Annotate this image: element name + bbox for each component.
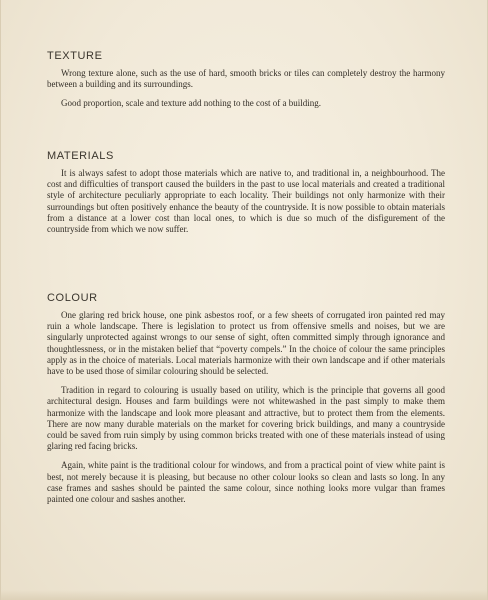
section-materials	[47, 150, 445, 243]
section-colour	[47, 292, 445, 513]
paragraph: One glaring red brick house, one pink asbestos roof, or a few sheets of corrugated iron painted red may ruin a whole landscape. There is legislation to protect us from offensive smells and noises, but we are singularly unprotected against wrongs to our sense of sight, often committed simply through ignorance and thoughtlessness, or in the mistaken belief that “poverty compels.” In the choice of colour the same principles apply as in the choice of materials. Local materials harmonize with their own landscape and if other materials have to be used those of similar colouring should be selected.	[47, 310, 445, 377]
section-texture	[47, 50, 445, 118]
section-heading: MATERIALS	[47, 150, 114, 162]
section-heading: TEXTURE	[47, 50, 103, 62]
paragraph: Tradition in regard to colouring is usually based on utility, which is the principle that governs all good architectural design. Houses and farm buildings were not whitewashed in the past simply to make them harmonize with the landscape and look more pleasant and attractive, but to protect them from the elements. There are now many durable materials on the market for covering brick buildings, and many a countryside could be saved from ruin simply by using common bricks treated with one of these materials instead of using glaring red facing bricks.	[47, 385, 445, 452]
paragraph: Again, white paint is the traditional colour for windows, and from a practical point of view white paint is best, not merely because it is pleasing, but because no other colour looks so clean and lasts so long. In any case frames and sashes should be painted the same colour, since nothing looks more vulgar than frames painted one colour and sashes another.	[47, 460, 445, 505]
page-bottom-edge	[1, 590, 487, 600]
section-heading: COLOUR	[47, 292, 98, 304]
paragraph: It is always safest to adopt those materials which are native to, and traditional in, a neighbourhood. The cost and difficulties of transport caused the builders in the past to use local materials and created a traditional style of architecture peculiarly appropriate to each locality. Their buildings not only harmonize with their surroundings but often positively enhance the beauty of the countryside. It is now possible to obtain materials from a distance at a lower cost than local ones, to which is due so much of the disfigurement of the countryside from which we now suffer.	[47, 168, 445, 235]
paragraph: Good proportion, scale and texture add nothing to the cost of a building.	[61, 98, 321, 109]
paragraph: Wrong texture alone, such as the use of hard, smooth bricks or tiles can completely destroy the harmony between a building and its surroundings.	[47, 68, 445, 90]
